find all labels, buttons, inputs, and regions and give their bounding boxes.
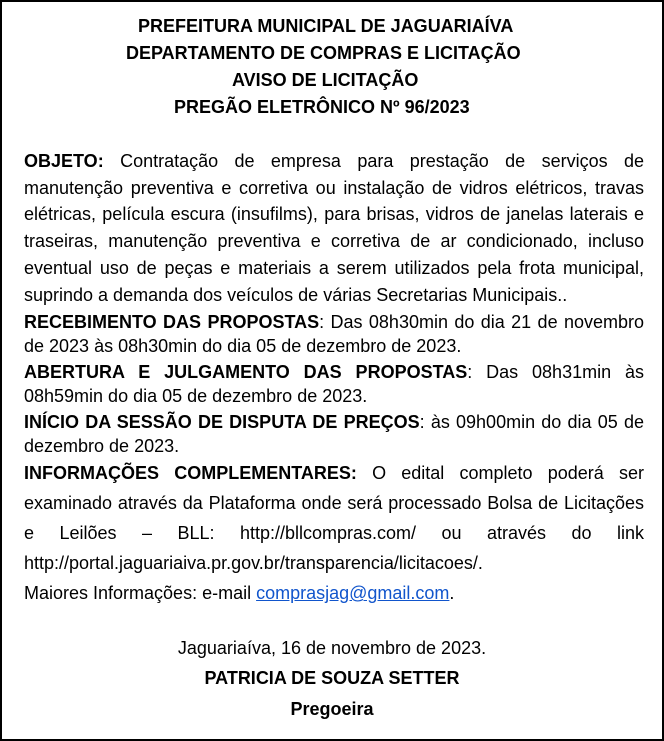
informacoes-text: O edital completo poderá ser examinado através da Plataforma onde será processado Bolsa de Licitações e Leilões – BLL: http://bllcompras.com/ ou através do link http://portal.jaguariaiva.pr.gov.br/transparencia/licitacoes/. <box>24 463 644 574</box>
header-municipality: PREFEITURA MUNICIPAL DE JAGUARIAÍVA <box>138 16 514 36</box>
email-link[interactable]: comprasjag@gmail.com <box>256 583 450 604</box>
objeto-paragraph <box>24 148 644 308</box>
maiores-informacoes-suffix: . <box>449 583 455 604</box>
header-pregao-number: PREGÃO ELETRÔNICO Nº 96/2023 <box>174 97 470 117</box>
header-department: DEPARTAMENTO DE COMPRAS E LICITAÇÃO <box>126 43 521 63</box>
place-date: Jaguariaíva, 16 de novembro de 2023. <box>177 638 487 658</box>
maiores-informacoes-prefix: Maiores Informações: e-mail <box>24 583 257 604</box>
objeto-text: Contratação de empresa para prestação de serviços de manutenção preventiva e corretiva ou instalação de vidros elétricos, travas elétricas, película escura (insufilms), para brisas, vidros de janelas laterais e traseiras, manutenção preventiva e corretiva de ar condicionado, incluso eventual uso de peças e materiais a serem utilizados pela frota municipal, suprindo a demanda dos veículos de várias Secretarias Municipais.. <box>24 151 644 305</box>
recebimento-paragraph <box>24 310 644 358</box>
recebimento-text: : Das 08h30min do dia 21 de novembro de 2023 às 08h30min do dia 05 de dezembro de 2023. <box>24 312 645 357</box>
inicio-text: : às 09h00min do dia 05 de dezembro de 2023. <box>24 412 644 457</box>
signer-name: PATRICIA DE SOUZA SETTER <box>204 668 460 688</box>
objeto-label: OBJETO: <box>24 151 104 171</box>
abertura-label: ABERTURA E JULGAMENTO DAS PROPOSTAS <box>24 362 468 383</box>
header-notice-type: AVISO DE LICITAÇÃO <box>232 70 419 90</box>
abertura-paragraph <box>24 360 644 408</box>
inicio-label: INÍCIO DA SESSÃO DE DISPUTA DE PREÇOS <box>24 412 420 433</box>
informacoes-label: INFORMAÇÕES COMPLEMENTARES: <box>24 463 357 484</box>
notice-body <box>24 148 644 608</box>
abertura-text: : Das 08h31min às 08h59min do dia 05 de dezembro de 2023. <box>24 362 644 407</box>
signer-role: Pregoeira <box>290 699 374 719</box>
inicio-paragraph <box>24 410 644 458</box>
recebimento-label: RECEBIMENTO DAS PROPOSTAS <box>24 312 320 333</box>
informacoes-paragraph <box>24 458 644 608</box>
